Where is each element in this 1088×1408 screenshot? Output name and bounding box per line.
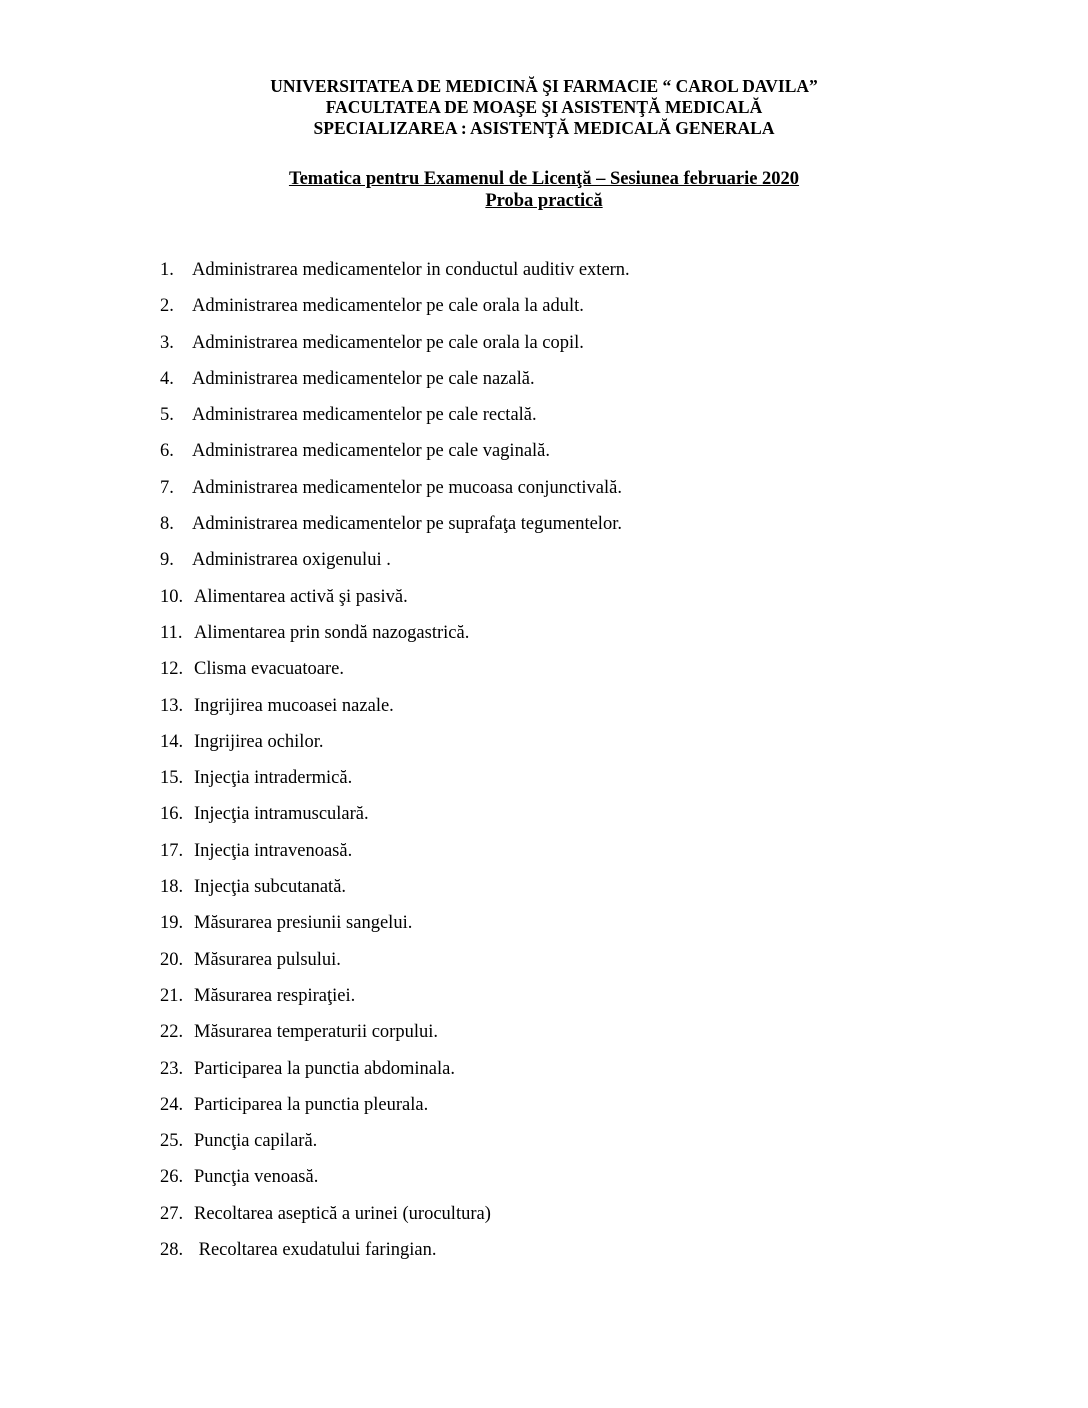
list-item xyxy=(160,1093,630,1129)
list-item xyxy=(160,766,630,802)
list-item-number: 20. xyxy=(160,949,184,970)
list-item xyxy=(160,621,630,657)
list-item-number: 24. xyxy=(160,1094,184,1115)
list-item xyxy=(160,1238,630,1274)
list-item-text: Administrarea oxigenului . xyxy=(192,550,391,571)
list-item-text: Participarea la punctia abdominala. xyxy=(194,1058,455,1079)
list-item-text: Ingrijirea mucoasei nazale. xyxy=(194,695,394,716)
list-item xyxy=(160,657,630,693)
list-item xyxy=(160,548,630,584)
list-item-text: Injecţia intramusculară. xyxy=(194,804,369,825)
list-item-number: 19. xyxy=(160,913,184,934)
list-item-number: 26. xyxy=(160,1167,184,1188)
list-item-number: 16. xyxy=(160,804,184,825)
list-item xyxy=(160,730,630,766)
list-item xyxy=(160,802,630,838)
list-item xyxy=(160,1202,630,1238)
exam-title: Tematica pentru Examenul de Licenţă – Sesiunea februarie 2020 xyxy=(288,169,800,189)
list-item-text: Alimentarea activă şi pasivă. xyxy=(194,586,408,607)
specialization-name: SPECIALIZAREA : ASISTENŢĂ MEDICALĂ GENERALA xyxy=(313,118,775,138)
list-item-text: Măsurarea presiunii sangelui. xyxy=(194,913,413,934)
list-item-text: Clisma evacuatoare. xyxy=(194,659,344,680)
list-item-number: 1. xyxy=(160,260,174,280)
list-item-text: Administrarea medicamentelor pe cale orala la copil. xyxy=(192,332,584,353)
list-item-number: 3. xyxy=(160,332,174,353)
university-name: UNIVERSITATEA DE MEDICINĂ ŞI FARMACIE “ CAROL DAVILA” xyxy=(270,76,818,96)
list-item-text: Puncţia venoasă. xyxy=(194,1167,319,1188)
list-item-number: 2. xyxy=(160,296,174,317)
list-item-text: Administrarea medicamentelor pe mucoasa conjunctivală. xyxy=(192,477,622,498)
list-item-text: Recoltarea aseptică a urinei (urocultura) xyxy=(194,1203,491,1224)
list-item-text: Măsurarea temperaturii corpului. xyxy=(194,1022,438,1043)
list-item-number: 5. xyxy=(160,405,174,426)
list-item-text: Injecţia intravenoasă. xyxy=(194,840,353,861)
list-item-number: 10. xyxy=(160,586,184,607)
faculty-name: FACULTATEA DE MOAŞE ŞI ASISTENŢĂ MEDICALĂ xyxy=(325,97,763,117)
list-item-number: 14. xyxy=(160,731,184,752)
list-item xyxy=(160,1129,630,1165)
list-item xyxy=(160,585,630,621)
list-item-text: Administrarea medicamentelor pe cale vaginală. xyxy=(192,441,551,462)
list-item-number: 28. xyxy=(160,1240,184,1261)
list-item-number: 6. xyxy=(160,441,174,462)
list-item-number: 25. xyxy=(160,1131,184,1152)
list-item-number: 15. xyxy=(160,768,184,789)
list-item-text: Ingrijirea ochilor. xyxy=(194,731,324,752)
list-item-text: Injecţia intradermică. xyxy=(194,768,353,789)
list-item-number: 27. xyxy=(160,1203,184,1224)
list-item-number: 4. xyxy=(160,368,174,389)
list-item-text: Administrarea medicamentelor in conductul auditiv extern. xyxy=(192,260,630,280)
list-item xyxy=(160,694,630,730)
list-item xyxy=(160,911,630,947)
list-item xyxy=(160,403,630,439)
list-item-text: Participarea la punctia pleurala. xyxy=(194,1094,429,1115)
document-header xyxy=(0,76,1088,139)
list-item-text: Administrarea medicamentelor pe cale orala la adult. xyxy=(192,296,584,317)
exam-subtitle: Proba practică xyxy=(485,191,603,211)
list-item xyxy=(160,839,630,875)
list-item xyxy=(160,948,630,984)
document-title xyxy=(0,168,1088,212)
list-item xyxy=(160,1020,630,1056)
list-item xyxy=(160,512,630,548)
list-item xyxy=(160,258,630,294)
list-item xyxy=(160,331,630,367)
list-item-text: Măsurarea respiraţiei. xyxy=(194,985,356,1006)
list-item-number: 21. xyxy=(160,985,184,1006)
list-item-text: Injecţia subcutanată. xyxy=(194,877,347,898)
list-item-number: 13. xyxy=(160,695,184,716)
list-item xyxy=(160,1165,630,1201)
topic-list xyxy=(160,258,630,1274)
list-item-number: 23. xyxy=(160,1058,184,1079)
list-item-number: 8. xyxy=(160,514,174,535)
list-item xyxy=(160,439,630,475)
list-item-number: 18. xyxy=(160,877,184,898)
list-item-number: 7. xyxy=(160,477,174,498)
list-item-text: Măsurarea pulsului. xyxy=(194,949,341,970)
list-item xyxy=(160,875,630,911)
list-item-number: 9. xyxy=(160,550,174,571)
list-item-text: Administrarea medicamentelor pe suprafaţa tegumentelor. xyxy=(192,514,622,535)
list-item xyxy=(160,367,630,403)
list-item-number: 22. xyxy=(160,1022,184,1043)
list-item-text: Recoltarea exudatului faringian. xyxy=(194,1240,437,1261)
list-item-text: Alimentarea prin sondă nazogastrică. xyxy=(194,622,470,643)
list-item-text: Administrarea medicamentelor pe cale rectală. xyxy=(192,405,537,426)
list-item xyxy=(160,476,630,512)
list-item xyxy=(160,1057,630,1093)
list-item-number: 17. xyxy=(160,840,184,861)
list-item-number: 11. xyxy=(160,622,183,643)
list-item-text: Puncţia capilară. xyxy=(194,1131,318,1152)
list-item-number: 12. xyxy=(160,659,184,680)
list-item xyxy=(160,984,630,1020)
list-item-text: Administrarea medicamentelor pe cale nazală. xyxy=(192,368,535,389)
list-item xyxy=(160,294,630,330)
